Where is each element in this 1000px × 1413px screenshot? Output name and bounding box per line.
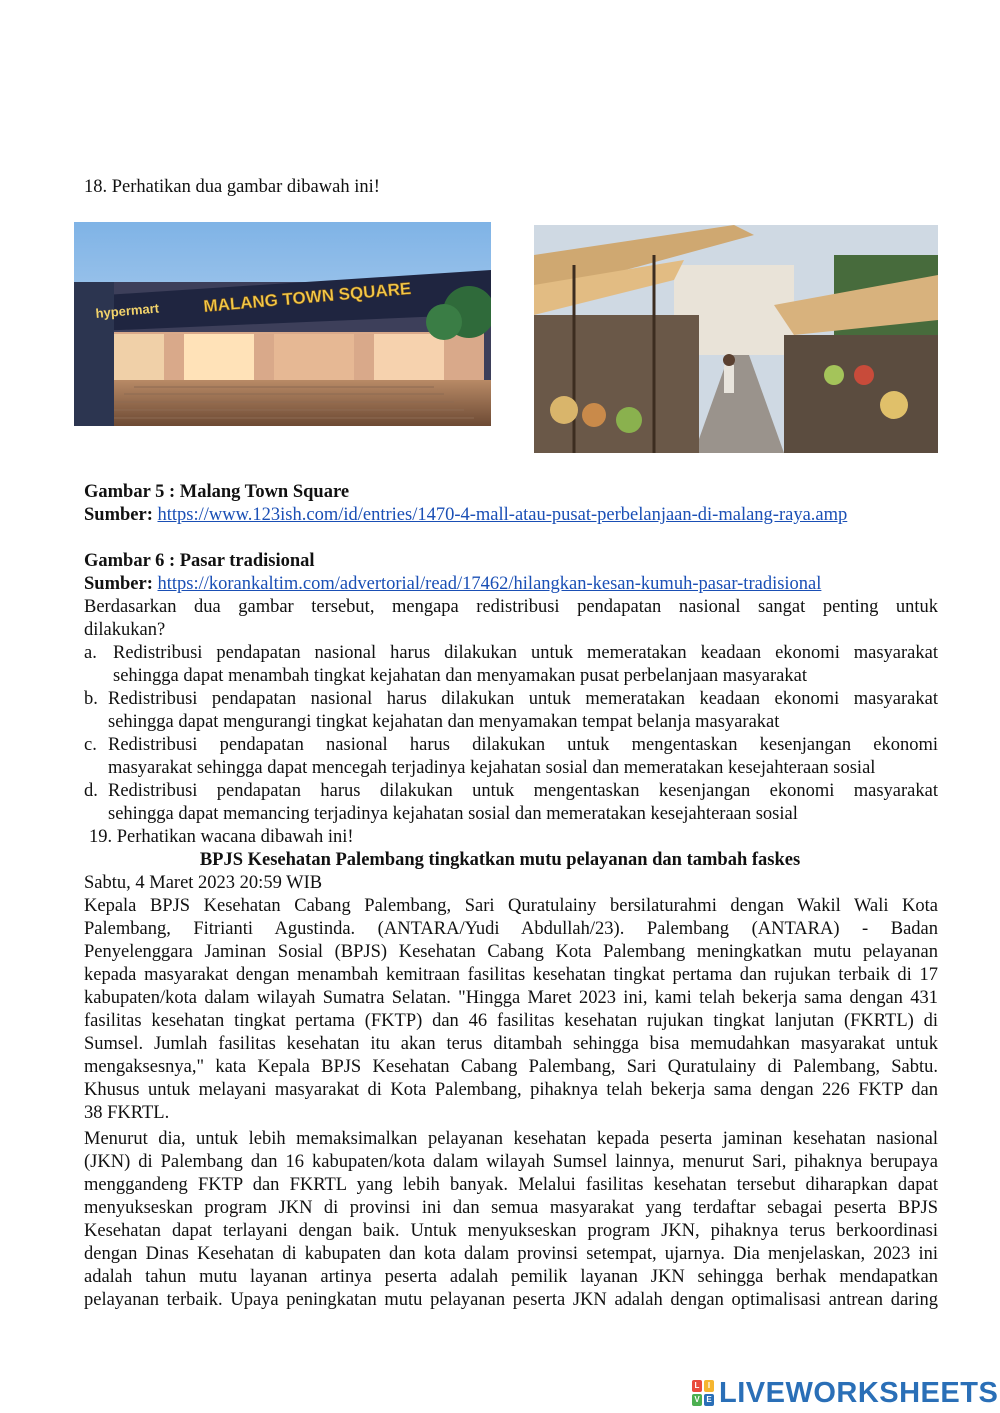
para1-line8: mengaksesnya," kata Kepala BPJS Kesehatan Cabang Palembang, Sari Quratulainy di Palembang, Sabtu. [84,1057,938,1077]
liveworksheets-icon [692,1380,714,1406]
option-b-line1: Redistribusi pendapatan nasional harus dilakukan untuk memeratakan keadaan ekonomi masyarakat [108,689,938,709]
liveworksheets-logo[interactable] [692,1376,998,1410]
option-b-letter: b. [84,689,98,709]
para1-line5: kabupaten/kota dalam wilayah Sumatra Selatan. "Hingga Maret 2023 ini, kami telah bekerja sama dengan 431 [84,988,938,1008]
question-18-text-line1: Berdasarkan dua gambar tersebut, mengapa redistribusi pendapatan nasional sangat penting untuk [84,597,938,617]
para1-line3: Penyelenggara Jaminan Sosial (BPJS) Kesehatan Cabang Kota Palembang meningkatkan mutu pelayanan [84,942,938,962]
article-title: BPJS Kesehatan Palembang tingkatkan mutu pelayanan dan tambah faskes [199,850,801,870]
option-b-line2: sehingga dapat mengurangi tingkat kejahatan dan menyamakan tempat belanja masyarakat [108,712,780,732]
para1-line4: kepada masyarakat dengan menambah kemitraan fasilitas kesehatan tingkat pertama dan rujukan terbaik di 17 [84,965,938,985]
para2-line2: (JKN) di Palembang dan 16 kabupaten/kota dalam wilayah Sumsel lainnya, menurut Sari, pihaknya berupaya [84,1152,938,1172]
question-18-text-line2: dilakukan? [84,620,166,640]
icon-letter-v: V [692,1394,702,1406]
option-c-letter: c. [84,735,97,755]
caption-5-source [84,504,847,527]
para1-line2: Palembang, Fitrianti Agustinda. (ANTARA/Yudi Abdullah/23). Palembang (ANTARA) - Badan [84,919,938,939]
caption-6-title: Gambar 6 : Pasar tradisional [84,551,315,571]
article-date: Sabtu, 4 Maret 2023 20:59 WIB [84,873,323,893]
para1-line9: Khusus untuk melayani masyarakat di Kota Palembang, pihaknya telah bekerja sama dengan 226 FKTP dan [84,1080,938,1100]
option-d-letter: d. [84,781,98,801]
option-c-line1: Redistribusi pendapatan nasional harus dilakukan untuk mengentaskan kesenjangan ekonomi [108,735,938,755]
option-c-line2: masyarakat sehingga dapat mencegah terjadinya kejahatan sosial dan memeratakan kesejahteraan sosial [108,758,876,778]
para2-line1-text: Menurut dia, untuk lebih memaksimalkan pelayanan kesehatan kepada peserta jaminan kesehatan nasional [84,1129,938,1149]
caption-6-source [84,573,821,596]
option-d-line2: sehingga dapat memancing terjadinya kejahatan sosial dan memeratakan kesejahteraan sosial [108,804,798,824]
question-19-heading: 19. Perhatikan wacana dibawah ini! [89,827,354,847]
question-18-heading: 18. Perhatikan dua gambar dibawah ini! [84,177,380,197]
icon-letter-i: I [704,1380,714,1392]
option-d-line1: Redistribusi pendapatan harus dilakukan untuk mengentaskan kesenjangan ekonomi masyarakat [108,781,938,801]
icon-letter-e: E [704,1394,714,1406]
liveworksheets-brand-text: LIVEWORKSHEETS [719,1376,999,1409]
para1-line10: 38 FKRTL. [84,1103,170,1123]
icon-letter-l: L [692,1380,702,1392]
article-para1-line [84,895,938,918]
source-link-6[interactable]: https://korankaltim.com/advertorial/read/17462/hilangkan-kesan-kumuh-pasar-tradisional [157,574,822,594]
option-a-letter: a. [84,643,97,663]
para1-line1: Kepala BPJS Kesehatan Cabang Palembang, Sari Quratulainy bersilaturahmi dengan Wakil Wali Kota [84,896,938,916]
hypermart-sign: hypermart [94,300,160,321]
para2-line7: adalah tahun mutu layanan artinya peserta adalah pemilik layanan JKN sehingga berhak mendapatkan [84,1267,938,1287]
option-a-line1: Redistribusi pendapatan nasional harus dilakukan untuk memeratakan keadaan ekonomi masyarakat [113,643,938,663]
mall-photo [74,222,491,426]
para1-line6: fasilitas kesehatan tingkat pertama (FKTP) dan 46 fasilitas kesehatan rujukan tingkat lanjutan (FKRTL) di [84,1011,938,1031]
source-link-5[interactable]: https://www.123ish.com/id/entries/1470-4-mall-atau-pusat-perbelanjaan-di-malang-raya.amp [157,505,848,525]
para2-line3: menggandeng FKTP dan FKRTL yang lebih banyak. Melalui fasilitas kesehatan tersebut diharapkan dapat [84,1175,938,1195]
source-label: Sumber: [84,574,153,594]
caption-5-title: Gambar 5 : Malang Town Square [84,482,350,502]
option-a-line2: sehingga dapat menambah tingkat kejahatan dan menyamakan pusat perbelanjaan masyarakat [113,666,807,686]
source-label: Sumber: [84,505,153,525]
para2-line1 [84,1128,938,1151]
para1-line7: Sumsel. Jumlah fasilitas kesehatan itu akan terus ditambah sehingga bisa memudahkan masyarakat untuk [84,1034,938,1054]
para2-line6: dengan Dinas Kesehatan di kabupaten dan kota dalam provinsi setempat, ujarnya. Dia menjelaskan, 2023 ini [84,1244,938,1264]
market-photo [534,225,938,453]
para2-line4: menyukseskan program JKN di provinsi ini dan semua masyarakat yang terdaftar sebagai peserta BPJS [84,1198,938,1218]
para2-line5: Kesehatan dapat terlayani dengan baik. Untuk menyukseskan program JKN, pihaknya terus berkoordinasi [84,1221,938,1241]
para2-line8: pelayanan terbaik. Upaya peningkatan mutu pelayanan peserta JKN adalah dengan optimalisasi antrean daring [84,1290,938,1310]
malang-town-square-sign: MALANG TOWN SQUARE [202,278,412,316]
